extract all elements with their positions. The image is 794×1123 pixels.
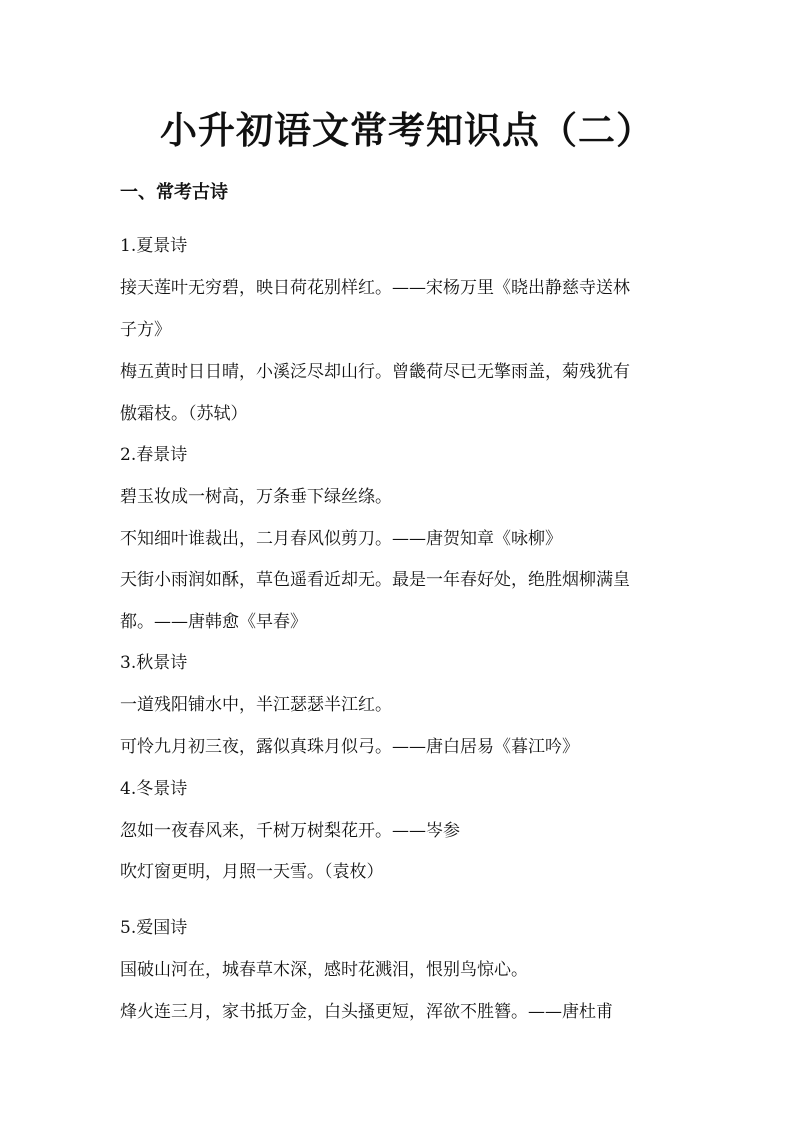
text-line: 天街小雨润如酥，草色遥看近却无。最是一年春好处，绝胜烟柳满皇 [120,570,630,590]
text-line: 可怜九月初三夜，露似真珠月似弓。——唐白居易《暮江吟》 [120,737,579,757]
text-line: 不知细叶谁裁出，二月春风似剪刀。——唐贺知章《咏柳》 [120,529,562,549]
text-line: 一道残阳铺水中，半江瑟瑟半江红。 [120,695,392,715]
text-line: 碧玉妆成一树高，万条垂下绿丝绦。 [120,487,392,507]
text-line: 国破山河在，城春草木深，感时花溅泪，恨别鸟惊心。 [120,960,528,980]
text-line: 都。——唐韩愈《早春》 [120,612,307,632]
subheading-winter: 4.冬景诗 [120,779,188,799]
text-line: 烽火连三月，家书抵万金，白头搔更短，浑欲不胜簪。——唐杜甫 [120,1002,613,1022]
subheading-patriotic: 5.爱国诗 [120,918,188,938]
text-line: 忽如一夜春风来，千树万树梨花开。——岑参 [120,821,460,841]
text-line: 子方》 [120,320,171,340]
section-heading: 一、常考古诗 [120,182,228,203]
subheading-autumn: 3.秋景诗 [120,653,188,673]
text-line: 吹灯窗更明，月照一天雪。（袁枚） [120,862,384,882]
subheading-summer: 1.夏景诗 [120,236,188,256]
text-line: 梅五黄时日日晴，小溪泛尽却山行。曾畿荷尽已无擎雨盖，菊残犹有 [120,362,630,382]
text-line: 傲霜枝。（苏轼） [120,404,248,424]
text-line: 接天莲叶无穷碧，映日荷花别样红。——宋杨万里《晓出静慈寺送林 [120,278,630,298]
subheading-spring: 2.春景诗 [120,445,188,465]
page-title: 小升初语文常考知识点（二） [160,108,654,152]
